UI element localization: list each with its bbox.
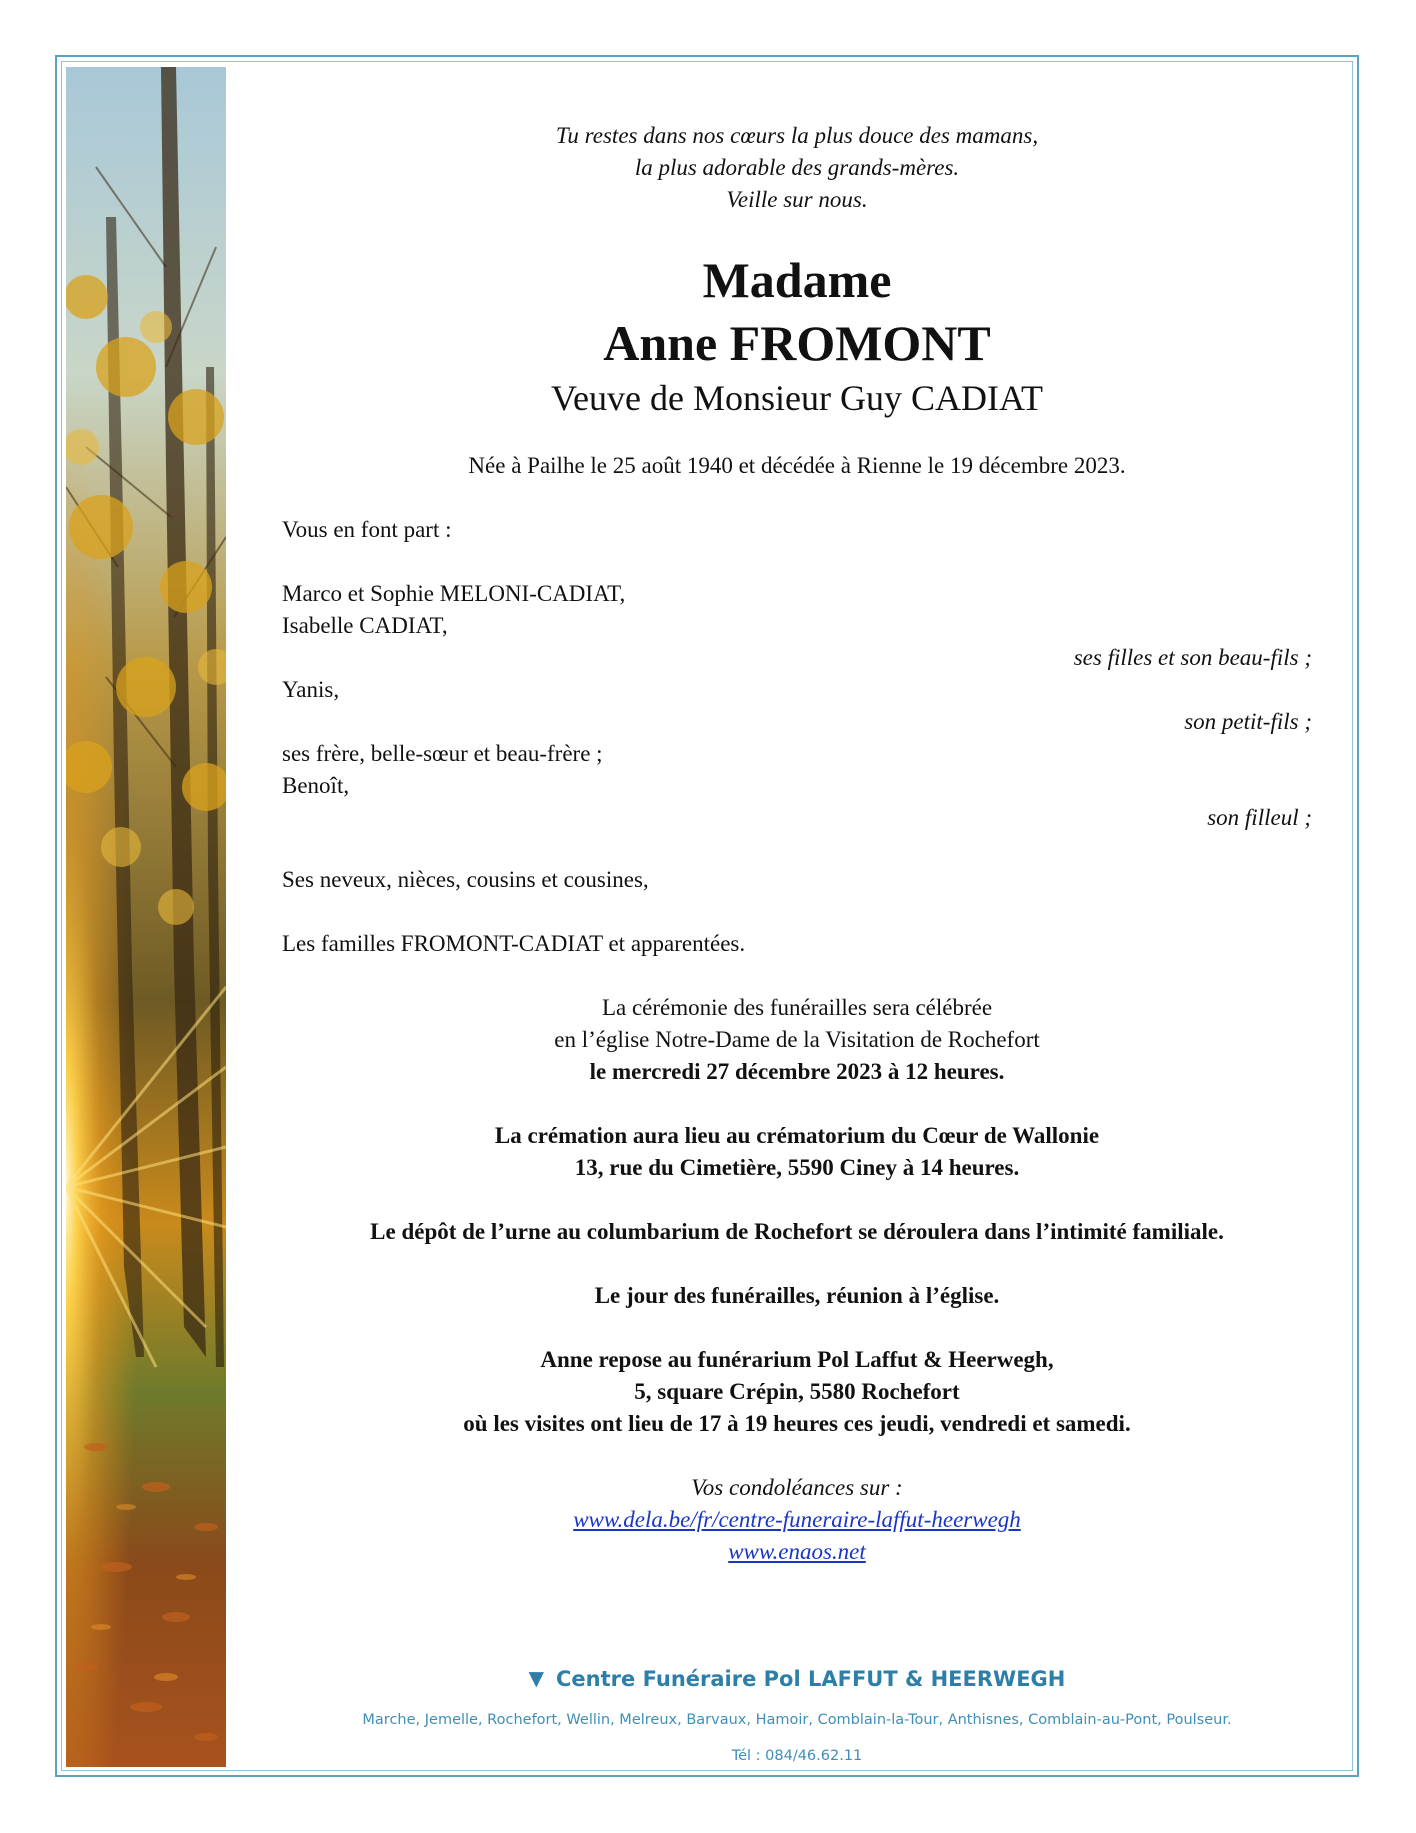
family-line-7: Les familles FROMONT-CADIAT et apparentées. [282,931,746,956]
poem-line-2: la plus adorable des grands-mères. [634,155,960,180]
birth-death-line: Née à Pailhe le 25 août 1940 et décédée à Rienne le 19 décembre 2023. [468,453,1126,478]
poem-line-1: Tu restes dans nos cœurs la plus douce des mamans, [555,123,1039,148]
autumn-forest-banner [66,67,226,1767]
repose-line-3: où les visites ont lieu de 17 à 19 heures ces jeudi, vendredi et samedi. [463,1411,1131,1436]
footer-locations: Marche, Jemelle, Rochefort, Wellin, Melreux, Barvaux, Hamoir, Comblain-la-Tour, Anthisnes, Comblain-au-Pont, Poulseur. [362,1712,1232,1728]
family-line-4: ses frère, belle-sœur et beau-frère ; [282,741,603,766]
ceremony-line-2: en l’église Notre-Dame de la Visitation de Rochefort [554,1027,1040,1052]
condolences-link-enaos[interactable]: www.enaos.net [728,1539,866,1564]
family-line-1: Marco et Sophie MELONI-CADIAT, [282,581,626,606]
footer-company-row [282,1664,1312,1693]
urn-line: Le dépôt de l’urne au columbarium de Rochefort se déroulera dans l’intimité familiale. [370,1219,1224,1244]
condolences-link-1-row [282,1506,1312,1534]
cremation-line-2: 13, rue du Cimetière, 5590 Ciney à 14 heures. [574,1155,1020,1180]
family-relation-1: ses filles et son beau-fils ; [1073,645,1312,670]
widow-of: Veuve de Monsieur Guy CADIAT [551,378,1043,418]
family-line-6: Ses neveux, nièces, cousins et cousines, [282,867,649,892]
footer-phone: Tél : 084/46.62.11 [731,1748,863,1764]
ceremony-line-3: le mercredi 27 décembre 2023 à 12 heures. [589,1059,1005,1084]
family-intro: Vous en font part : [282,517,452,542]
deceased-name: Anne FROMONT [603,315,991,371]
condolences-label: Vos condoléances sur : [691,1475,903,1500]
family-relation-3: son filleul ; [1207,805,1312,830]
footer-company: Centre Funéraire Pol LAFFUT & HEERWEGH [556,1667,1066,1691]
family-line-2: Isabelle CADIAT, [282,613,448,638]
salutation: Madame [702,252,892,308]
cremation-line-1: La crémation aura lieu au crématorium du Cœur de Wallonie [494,1123,1100,1148]
triangle-down-icon: ▼ [528,1666,545,1690]
condolences-link-dela[interactable]: www.dela.be/fr/centre-funeraire-laffut-heerwegh [573,1507,1021,1532]
ceremony-line-1: La cérémonie des funérailles sera célébrée [601,995,993,1020]
poem-line-3: Veille sur nous. [726,187,868,212]
notice-content [282,0,1312,1833]
family-line-5: Benoît, [282,773,350,798]
repose-line-1: Anne repose au funérarium Pol Laffut & Heerwegh, [540,1347,1054,1372]
family-relation-2: son petit-fils ; [1184,709,1312,734]
repose-line-2: 5, square Crépin, 5580 Rochefort [634,1379,960,1404]
meeting-line: Le jour des funérailles, réunion à l’église. [594,1283,1000,1308]
condolences-link-2-row [282,1538,1312,1566]
family-line-3: Yanis, [282,677,340,702]
